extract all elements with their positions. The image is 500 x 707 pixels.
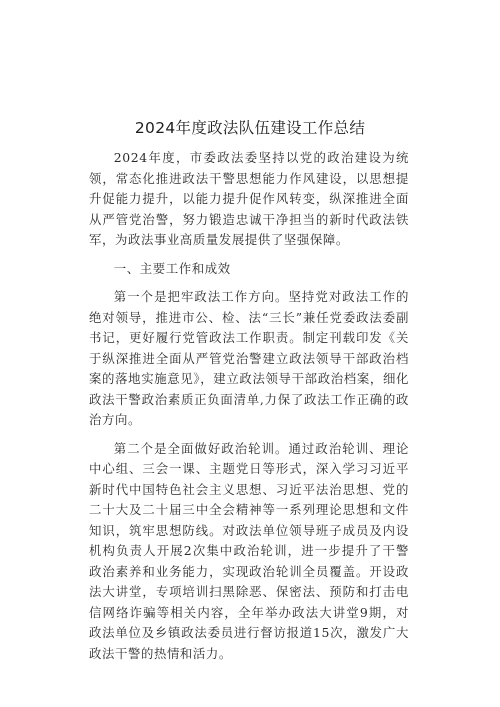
intro-paragraph: 2024年度，市委政法委坚持以党的政治建设为统领，常态化推进政法干警思想能力作风建设，以思想提升促能力提升，以能力提升促作风转变，纵深推进全面从严管党治警，努力锻造忠诚干净担当的新时代政法铁军，为政法事业高质量发展提供了坚强保障。: [89, 150, 409, 247]
document-body: [89, 148, 409, 672]
section-heading: 一、主要工作和成效: [113, 260, 231, 276]
paragraph-training: 第二个是全面做好政治轮训。通过政治轮训、理论中心组、三会一课、主题党日等形式，深入学习习近平新时代中国特色社会主义思想、习近平法治思想、党的二十大及二十届三中全会精神等一系列理论思想和文件知识，筑牢思想防线。对政法单位领导班子成员及内设机构负责人开展2次集中政治轮训，进一步提升了干警政治素养和业务能力，实现政治轮训全员覆盖。开设政法大讲堂，专项培训扫黑除恶、保密法、预防和打击电信网络诈骗等相关内容，全年举办政法大讲堂9期，对政法单位及乡镇政法委员进行督访报道15次，激发广大政法干警的热情和活力。: [89, 440, 409, 661]
paragraph-direction: 第一个是把牢政法工作方向。坚持党对政法工作的绝对领导，推进市公、检、法“三长”兼任党委政法委副书记，更好履行党管政法工作职责。制定刊载印发《关于纵深推进全面从严管党治警建立政法领导干部政治档案的落地实施意见》，建立政法领导干部政治档案，细化政法干警政治素质正负面清单,力保了政法工作正确的政治方向。: [89, 289, 409, 427]
document-title: 2024年度政法队伍建设工作总结: [134, 119, 366, 137]
